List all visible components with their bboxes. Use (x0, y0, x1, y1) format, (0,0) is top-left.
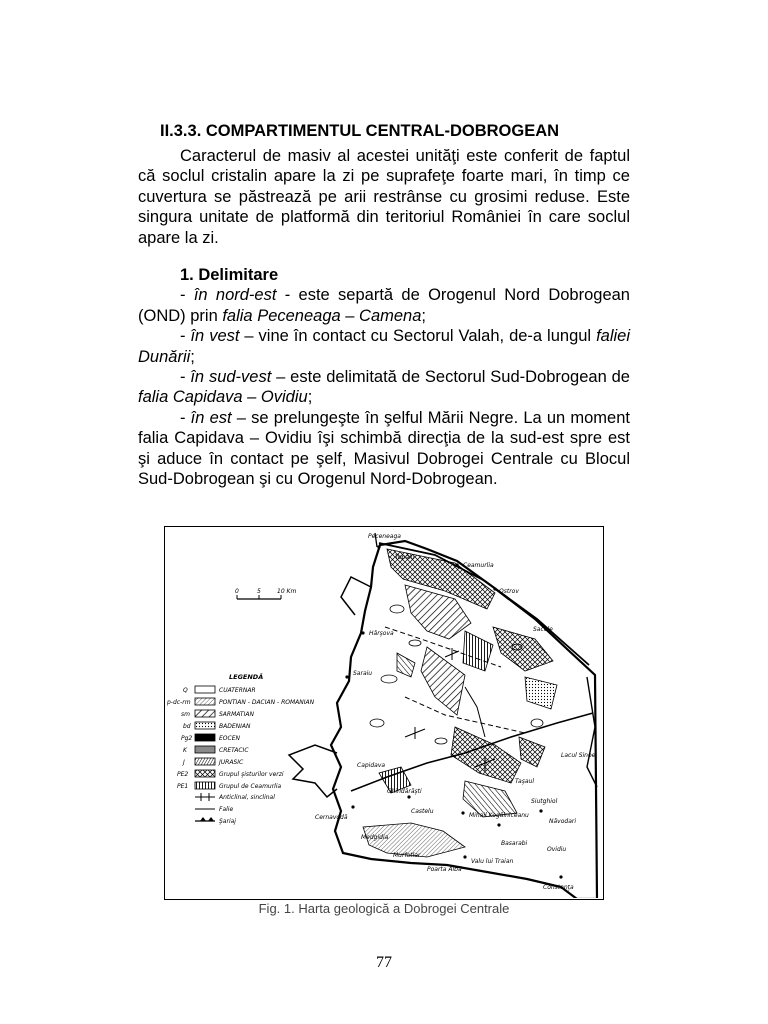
legend-item (177, 782, 282, 790)
direction-northeast: în nord-est (193, 286, 277, 305)
legend-swatch (195, 710, 215, 717)
legend-item (181, 710, 254, 718)
delimitation-southwest (138, 367, 630, 408)
geological-map (165, 527, 602, 898)
legend-swatch (195, 698, 215, 705)
place-name: Ovidiu (547, 846, 567, 853)
legend-code: bd (183, 723, 191, 730)
map-scale-bar (235, 588, 296, 599)
place-name: Năvodari (549, 818, 577, 825)
west-end: ; (190, 347, 195, 366)
legend-code: p-dc-rm (167, 699, 191, 706)
legend-swatch (195, 782, 215, 789)
place-name: Poarta Albă (427, 866, 462, 873)
place-name: Castelu (411, 808, 434, 815)
legend-item (195, 793, 275, 801)
place-name: Sacele (533, 626, 553, 633)
bullet-dash: - (180, 408, 191, 427)
place-name: Ghindărăşti (387, 788, 422, 795)
fault-capidava-ovidiu: falia Capidava – Ovidiu (138, 388, 308, 407)
place-name: Topalu (395, 554, 415, 561)
delimitation-block (138, 265, 630, 489)
legend-label: JURASIC (219, 759, 244, 766)
legend-label: Şariaj (219, 818, 236, 825)
direction-west: în vest (190, 327, 240, 346)
delimitation-east (138, 408, 630, 490)
delimitation-west (138, 326, 630, 367)
legend-item (183, 686, 256, 694)
place-name: Hârşova (369, 630, 394, 637)
legend-label: CRETACIC (219, 747, 249, 754)
fault-peceneaga-camena: falia Peceneaga – Camena (222, 306, 422, 325)
page-number: 77 (376, 954, 392, 971)
legend-label: EOCEN (219, 735, 240, 742)
legend-symbol-thrust (195, 817, 215, 821)
legend-label: CUATERNAR (219, 687, 256, 694)
legend-label: Anticlinal, sinclinal (219, 794, 275, 801)
legend-title: LEGENDĂ (229, 673, 264, 681)
place-name: Ceamurlia (463, 562, 494, 569)
scale-tick-label: 5 (257, 588, 261, 595)
northeast-text: - este separtă de Orogenul Nord Dobrogean (OND) prin (138, 286, 630, 325)
direction-east: în est (190, 408, 232, 427)
map-legend (166, 672, 315, 825)
east-text: – se prelungeşte în şelful Mării Negre. La un moment falia Capidava – Ovidiu îşi schimbă direcţia de la sud-est spre est şi aduce în contact pe şelf, Masivul Dobrogei Centrale cu Blocul Sud-Dobrogean şi cu Orogenul Nord-Dobrogean. (138, 408, 630, 489)
legend-swatch (195, 722, 215, 729)
legend-item (166, 698, 315, 706)
legend-swatch (195, 734, 215, 741)
place-name: Taşaul (515, 778, 534, 785)
place-name: Valu lui Traian (471, 858, 514, 865)
southwest-end: ; (307, 388, 313, 407)
delimitation-northeast (138, 285, 630, 326)
place-name: Peceneaga (368, 533, 401, 540)
place-name: Ostrov (499, 588, 519, 595)
scale-tick-label: 10 Km (277, 588, 297, 595)
legend-code: PE2 (177, 771, 189, 778)
legend-swatch (195, 686, 215, 693)
legend-code: Q (183, 687, 188, 694)
section-title: II.3.3. COMPARTIMENTUL CENTRAL-DOBROGEAN (160, 122, 560, 140)
legend-swatch (195, 746, 215, 753)
legend-label: Grupul şisturilor verzi (219, 771, 284, 778)
legend-item (181, 734, 240, 742)
legend-code: K (183, 747, 187, 754)
place-name: Medgidia (361, 834, 389, 841)
legend-symbol-anticline (195, 793, 215, 801)
legend-swatch (195, 770, 215, 777)
place-name: Constanţa (543, 884, 574, 891)
place-name: Lacul Sinoe (561, 752, 596, 759)
figure-caption: Fig. 1. Harta geologică a Dobrogei Centrale (258, 901, 510, 916)
southwest-text: – este delimitată de Sectorul Sud-Dobrogean de (271, 368, 630, 387)
legend-label: Falie (219, 806, 234, 813)
delimitation-heading: 1. Delimitare (180, 266, 279, 284)
legend-item (183, 746, 249, 754)
legend-item (177, 770, 284, 778)
legend-code: Pg2 (181, 735, 193, 742)
place-name: Basarabi (501, 840, 528, 847)
bullet-dash: - (180, 327, 191, 346)
legend-item (182, 758, 244, 766)
legend-code: J (183, 759, 185, 766)
northeast-end: ; (421, 306, 426, 325)
fault-dunarii: faliei Dunării (138, 327, 630, 366)
legend-label: Grupul de Ceamurlia (219, 783, 282, 790)
legend-label: BADENIAN (219, 723, 251, 730)
place-name: Capidava (357, 762, 386, 769)
legend-item (195, 817, 236, 825)
legend-item (195, 806, 233, 813)
place-name: Cernavodă (315, 814, 348, 821)
direction-southwest: în sud-vest (190, 368, 272, 387)
legend-code: sm (181, 711, 190, 718)
geological-map-figure (164, 526, 604, 900)
scale-tick-label: 0 (235, 588, 239, 595)
place-name: Saraiu (353, 670, 373, 677)
legend-item (183, 722, 251, 730)
bullet-dash: - (180, 286, 194, 305)
place-name: Siutghiol (531, 798, 558, 805)
intro-block (138, 146, 630, 248)
west-text: – vine în contact cu Sectorul Valah, de-a lungul (239, 327, 597, 346)
legend-code: PE1 (177, 783, 189, 790)
legend-label: SARMATIAN (219, 711, 254, 718)
place-name: Mihail Kogălniceanu (469, 812, 529, 819)
legend-label: PONTIAN - DACIAN - ROMANIAN (219, 699, 315, 706)
place-name: Murfatlar (393, 852, 421, 859)
legend-swatch (195, 758, 215, 765)
intro-paragraph: Caracterul de masiv al acestei unităţi este conferit de faptul că soclul cristalin apare la zi pe suprafeţe foarte mari, în timp ce cuvertura se păstrează pe arii restrânse cu grosimi reduse. Este singura unitate de platformă din teritoriul României în care soclul apare la zi. (138, 147, 630, 247)
bullet-dash: - (180, 368, 191, 387)
